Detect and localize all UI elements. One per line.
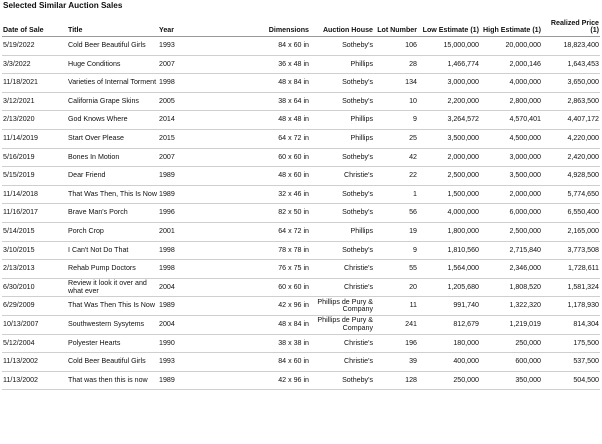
cell-high-estimate: 4,000,000 [480, 74, 542, 93]
cell-date: 11/18/2021 [2, 74, 60, 93]
cell-dimensions: 42 x 96 in [198, 371, 310, 390]
cell-realized-price: 1,643,453 [542, 55, 600, 74]
cell-lot-number: 20 [374, 278, 418, 297]
cell-dimensions: 48 x 48 in [198, 111, 310, 130]
header-auction-house: Auction House [310, 11, 374, 37]
cell-year: 1993 [158, 37, 198, 56]
cell-high-estimate: 600,000 [480, 353, 542, 372]
cell-lot-number: 128 [374, 371, 418, 390]
cell-date: 11/13/2002 [2, 353, 60, 372]
cell-dimensions: 60 x 60 in [198, 148, 310, 167]
cell-high-estimate: 2,500,000 [480, 222, 542, 241]
cell-auction-house: Sotheby's [310, 371, 374, 390]
cell-low-estimate: 4,000,000 [418, 204, 480, 223]
cell-date: 3/10/2015 [2, 241, 60, 260]
cell-title: Dear Friend [60, 167, 158, 186]
cell-realized-price: 4,928,500 [542, 167, 600, 186]
table-row [2, 315, 600, 334]
table-row [2, 55, 600, 74]
cell-realized-price: 4,220,000 [542, 129, 600, 148]
cell-year: 1998 [158, 260, 198, 279]
cell-dimensions: 38 x 38 in [198, 334, 310, 353]
cell-low-estimate: 2,500,000 [418, 167, 480, 186]
cell-auction-house: Sotheby's [310, 241, 374, 260]
table-row [2, 204, 600, 223]
cell-date: 11/14/2018 [2, 185, 60, 204]
cell-title: Porch Crop [60, 222, 158, 241]
cell-year: 2004 [158, 278, 198, 297]
cell-high-estimate: 1,219,019 [480, 315, 542, 334]
header-low-estimate: Low Estimate (1) [418, 11, 480, 37]
cell-date: 11/16/2017 [2, 204, 60, 223]
cell-year: 1998 [158, 241, 198, 260]
cell-title: Cold Beer Beautiful Girls [60, 353, 158, 372]
cell-realized-price: 504,500 [542, 371, 600, 390]
cell-title: California Grape Skins [60, 92, 158, 111]
cell-dimensions: 84 x 60 in [198, 353, 310, 372]
cell-high-estimate: 2,346,000 [480, 260, 542, 279]
cell-date: 11/13/2002 [2, 371, 60, 390]
cell-dimensions: 64 x 72 in [198, 222, 310, 241]
cell-title: That Was Then, This Is Now [60, 185, 158, 204]
cell-year: 1989 [158, 167, 198, 186]
header-high-estimate: High Estimate (1) [480, 11, 542, 37]
cell-year: 1993 [158, 353, 198, 372]
cell-auction-house: Sotheby's [310, 74, 374, 93]
cell-lot-number: 25 [374, 129, 418, 148]
cell-low-estimate: 1,466,774 [418, 55, 480, 74]
cell-year: 1996 [158, 204, 198, 223]
table-row [2, 353, 600, 372]
cell-realized-price: 1,178,930 [542, 297, 600, 316]
cell-high-estimate: 2,715,840 [480, 241, 542, 260]
cell-year: 2004 [158, 315, 198, 334]
cell-low-estimate: 3,264,572 [418, 111, 480, 130]
cell-realized-price: 2,165,000 [542, 222, 600, 241]
cell-realized-price: 175,500 [542, 334, 600, 353]
cell-title: Polyester Hearts [60, 334, 158, 353]
header-realized-price: Realized Price (1) [542, 11, 600, 37]
header-title: Title [60, 11, 158, 37]
table-row [2, 222, 600, 241]
cell-date: 2/13/2013 [2, 260, 60, 279]
cell-date: 2/13/2020 [2, 111, 60, 130]
cell-dimensions: 42 x 96 in [198, 297, 310, 316]
cell-year: 2007 [158, 148, 198, 167]
cell-title: That was then this is now [60, 371, 158, 390]
cell-date: 6/30/2010 [2, 278, 60, 297]
cell-realized-price: 1,728,611 [542, 260, 600, 279]
cell-auction-house: Phillips [310, 111, 374, 130]
table-row [2, 129, 600, 148]
table-row [2, 278, 600, 297]
cell-date: 11/14/2019 [2, 129, 60, 148]
cell-high-estimate: 250,000 [480, 334, 542, 353]
cell-dimensions: 48 x 60 in [198, 167, 310, 186]
cell-year: 1989 [158, 297, 198, 316]
cell-auction-house: Christie's [310, 334, 374, 353]
cell-year: 2015 [158, 129, 198, 148]
cell-dimensions: 32 x 46 in [198, 185, 310, 204]
cell-high-estimate: 1,322,320 [480, 297, 542, 316]
cell-auction-house: Phillips [310, 129, 374, 148]
cell-date: 5/12/2004 [2, 334, 60, 353]
cell-realized-price: 4,407,172 [542, 111, 600, 130]
cell-dimensions: 76 x 75 in [198, 260, 310, 279]
header-date: Date of Sale [2, 11, 60, 37]
cell-lot-number: 9 [374, 111, 418, 130]
table-row [2, 260, 600, 279]
cell-auction-house: Christie's [310, 353, 374, 372]
cell-auction-house: Christie's [310, 260, 374, 279]
table-row [2, 334, 600, 353]
header-year: Year [158, 11, 198, 37]
cell-low-estimate: 1,205,680 [418, 278, 480, 297]
cell-date: 5/16/2019 [2, 148, 60, 167]
cell-low-estimate: 2,000,000 [418, 148, 480, 167]
cell-low-estimate: 3,000,000 [418, 74, 480, 93]
cell-dimensions: 82 x 50 in [198, 204, 310, 223]
cell-title: Cold Beer Beautiful Girls [60, 37, 158, 56]
cell-realized-price: 5,774,650 [542, 185, 600, 204]
cell-realized-price: 3,650,000 [542, 74, 600, 93]
cell-dimensions: 84 x 60 in [198, 37, 310, 56]
cell-realized-price: 2,420,000 [542, 148, 600, 167]
cell-realized-price: 1,581,324 [542, 278, 600, 297]
cell-year: 2001 [158, 222, 198, 241]
cell-auction-house: Phillips [310, 222, 374, 241]
cell-high-estimate: 3,000,000 [480, 148, 542, 167]
table-row [2, 185, 600, 204]
cell-realized-price: 537,500 [542, 353, 600, 372]
cell-lot-number: 134 [374, 74, 418, 93]
cell-low-estimate: 180,000 [418, 334, 480, 353]
cell-lot-number: 39 [374, 353, 418, 372]
cell-date: 5/19/2022 [2, 37, 60, 56]
table-row [2, 167, 600, 186]
cell-auction-house: Christie's [310, 167, 374, 186]
cell-lot-number: 22 [374, 167, 418, 186]
cell-high-estimate: 2,000,146 [480, 55, 542, 74]
cell-high-estimate: 4,570,401 [480, 111, 542, 130]
cell-year: 1998 [158, 74, 198, 93]
table-row [2, 37, 600, 56]
cell-low-estimate: 1,564,000 [418, 260, 480, 279]
cell-date: 10/13/2007 [2, 315, 60, 334]
header-dimensions: Dimensions [198, 11, 310, 37]
cell-lot-number: 19 [374, 222, 418, 241]
cell-realized-price: 2,863,500 [542, 92, 600, 111]
cell-high-estimate: 20,000,000 [480, 37, 542, 56]
cell-title: Review it look it over and what ever [60, 278, 158, 297]
cell-title: Rehab Pump Doctors [60, 260, 158, 279]
cell-low-estimate: 400,000 [418, 353, 480, 372]
cell-lot-number: 241 [374, 315, 418, 334]
cell-high-estimate: 6,000,000 [480, 204, 542, 223]
cell-dimensions: 64 x 72 in [198, 129, 310, 148]
table-title: Selected Similar Auction Sales [3, 1, 123, 10]
cell-auction-house: Sotheby's [310, 37, 374, 56]
cell-date: 3/3/2022 [2, 55, 60, 74]
cell-lot-number: 56 [374, 204, 418, 223]
cell-auction-house: Phillips de Pury & Company [310, 297, 374, 316]
cell-high-estimate: 4,500,000 [480, 129, 542, 148]
cell-title: Start Over Please [60, 129, 158, 148]
cell-lot-number: 11 [374, 297, 418, 316]
cell-auction-house: Sotheby's [310, 185, 374, 204]
cell-dimensions: 48 x 84 in [198, 74, 310, 93]
cell-year: 1990 [158, 334, 198, 353]
cell-dimensions: 48 x 84 in [198, 315, 310, 334]
cell-lot-number: 9 [374, 241, 418, 260]
cell-lot-number: 196 [374, 334, 418, 353]
cell-lot-number: 55 [374, 260, 418, 279]
cell-auction-house: Phillips [310, 55, 374, 74]
cell-high-estimate: 3,500,000 [480, 167, 542, 186]
cell-date: 3/12/2021 [2, 92, 60, 111]
cell-title: Bones In Motion [60, 148, 158, 167]
cell-lot-number: 1 [374, 185, 418, 204]
cell-realized-price: 6,550,400 [542, 204, 600, 223]
cell-title: Huge Conditions [60, 55, 158, 74]
cell-low-estimate: 991,740 [418, 297, 480, 316]
cell-low-estimate: 3,500,000 [418, 129, 480, 148]
cell-high-estimate: 2,800,000 [480, 92, 542, 111]
cell-title: God Knows Where [60, 111, 158, 130]
cell-date: 5/15/2019 [2, 167, 60, 186]
cell-realized-price: 3,773,508 [542, 241, 600, 260]
cell-auction-house: Christie's [310, 278, 374, 297]
cell-lot-number: 106 [374, 37, 418, 56]
cell-year: 1989 [158, 185, 198, 204]
cell-low-estimate: 15,000,000 [418, 37, 480, 56]
cell-date: 6/29/2009 [2, 297, 60, 316]
cell-auction-house: Sotheby's [310, 148, 374, 167]
cell-title: I Can't Not Do That [60, 241, 158, 260]
cell-dimensions: 78 x 78 in [198, 241, 310, 260]
cell-date: 5/14/2015 [2, 222, 60, 241]
auction-sales-table [2, 11, 600, 390]
cell-dimensions: 38 x 64 in [198, 92, 310, 111]
cell-title: Varieties of Internal Torment [60, 74, 158, 93]
cell-high-estimate: 1,808,520 [480, 278, 542, 297]
cell-low-estimate: 1,500,000 [418, 185, 480, 204]
table-row [2, 111, 600, 130]
cell-lot-number: 28 [374, 55, 418, 74]
cell-high-estimate: 2,000,000 [480, 185, 542, 204]
cell-year: 2007 [158, 55, 198, 74]
cell-low-estimate: 812,679 [418, 315, 480, 334]
cell-lot-number: 10 [374, 92, 418, 111]
cell-year: 1989 [158, 371, 198, 390]
table-row [2, 92, 600, 111]
cell-low-estimate: 1,800,000 [418, 222, 480, 241]
table-row [2, 148, 600, 167]
cell-low-estimate: 1,810,560 [418, 241, 480, 260]
cell-dimensions: 36 x 48 in [198, 55, 310, 74]
cell-realized-price: 18,823,400 [542, 37, 600, 56]
cell-low-estimate: 250,000 [418, 371, 480, 390]
cell-year: 2014 [158, 111, 198, 130]
cell-low-estimate: 2,200,000 [418, 92, 480, 111]
cell-auction-house: Phillips de Pury & Company [310, 315, 374, 334]
header-row [2, 11, 600, 37]
cell-high-estimate: 350,000 [480, 371, 542, 390]
table-row [2, 371, 600, 390]
header-lot-number: Lot Number [374, 11, 418, 37]
cell-lot-number: 42 [374, 148, 418, 167]
cell-realized-price: 814,304 [542, 315, 600, 334]
cell-year: 2005 [158, 92, 198, 111]
cell-title: Brave Man's Porch [60, 204, 158, 223]
cell-dimensions: 60 x 60 in [198, 278, 310, 297]
cell-title: Southwestern Sysytems [60, 315, 158, 334]
table-row [2, 241, 600, 260]
cell-auction-house: Sotheby's [310, 92, 374, 111]
cell-title: That Was Then This Is Now [60, 297, 158, 316]
cell-auction-house: Sotheby's [310, 204, 374, 223]
table-row [2, 74, 600, 93]
table-row [2, 297, 600, 316]
